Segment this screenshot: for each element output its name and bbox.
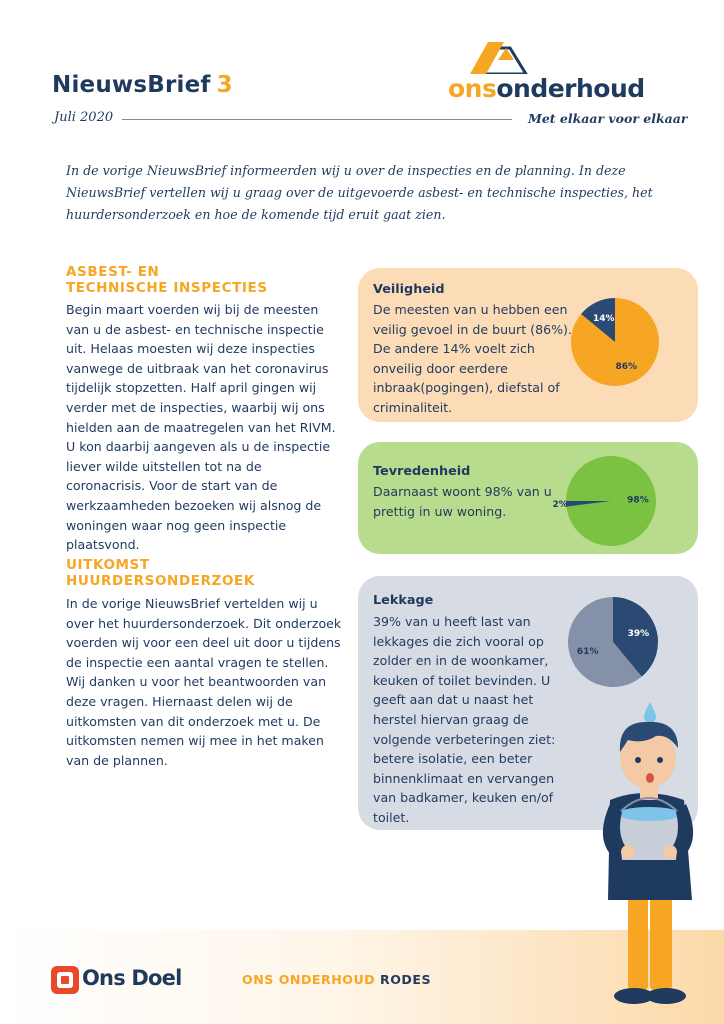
card-text: De meesten van u hebben een veilig gevoel in de buurt (86%). De andere 14% voelt zich onveilig door eerdere inbraak(pogingen), diefstal of criminaliteit. (373, 302, 572, 415)
footer-text-orange: ONS ONDERHOUD (242, 972, 376, 987)
pie-slice-label: 39% (627, 628, 650, 639)
footer-project-name (242, 972, 431, 987)
card-title: Veiligheid (373, 282, 445, 297)
ons-doel-logo-icon (50, 965, 80, 995)
pie-slice-label: 14% (592, 314, 615, 325)
heading-line: TECHNISCHE INSPECTIES (66, 280, 268, 296)
pie-chart-veiligheid (571, 298, 661, 388)
intro-paragraph: In de vorige NieuwsBrief informeerden wij u over de inspecties en de planning. In deze NieuwsBrief vertellen wij u graag over de uitgevoerde asbest- en technische inspecties, het huurdersonderzoek en hoe de komende tijd eruit gaat zien. (66, 163, 653, 222)
section-heading-inspections (66, 264, 306, 296)
newsletter-title (52, 72, 233, 98)
heading-line: HUURDERSONDERZOEK (66, 573, 255, 589)
card-text: Daarnaast woont 98% van u prettig in uw woning. (373, 484, 552, 519)
issue-number: 3 (216, 72, 233, 98)
heading-line: ASBEST- EN (66, 264, 160, 280)
section-body-survey: In de vorige NieuwsBrief vertelden wij u over het huurdersonderzoek. Dit onderzoek voerden wij voor een deel uit door u tijdens de inspectie een aantal vragen te stellen. Wij danken u voor het beantwoorden van deze vragen. Hiernaast delen wij de uitkomsten van dit onderzoek met u. De uitkomsten nemen wij mee in het maken van de plannen. (66, 596, 342, 768)
heading-line: UITKOMST (66, 557, 150, 573)
footer-text-dark: RODES (380, 972, 432, 987)
issue-date: Juli 2020 (54, 110, 114, 125)
brand-logo (448, 74, 645, 103)
card-title: Tevredenheid (373, 464, 471, 479)
ons-doel-logo-text: Ons Doel (82, 966, 182, 990)
pie-chart-lekkage (568, 597, 660, 689)
pie-slice-label: 2% (552, 500, 568, 511)
person-with-bucket-illustration (584, 700, 714, 1010)
pie-chart-tevredenheid (552, 456, 658, 548)
logo-prefix: ons (448, 74, 497, 103)
card-title: Lekkage (373, 593, 434, 608)
section-body-inspections: Begin maart voerden wij bij de meesten van u de asbest- en technische inspectie uit. Helaas moesten wij deze inspecties vanwege de uitbraak van het coronavirus tijdelijk stopzetten. Half april gingen wij verder met de inspecties, waarbij wij ons hielden aan de maatregelen van het RIVM. U kon daarbij aangeven als u de inspectie liever wilde uitstellen tot na de coronacrisis. Voor de start van de werkzaamheden bezoeken wij alsnog de woningen waar nog geen inspectie plaatsvond. (66, 302, 336, 553)
header-divider (122, 119, 512, 120)
section-heading-survey (66, 557, 326, 589)
house-roof-icon (468, 40, 538, 74)
pie-slice-label: 86% (615, 361, 638, 372)
pie-slice-label: 98% (627, 495, 649, 506)
pie-slice-label: 61% (576, 647, 599, 658)
card-text: 39% van u heeft last van lekkages die zich vooral op zolder en in de woonkamer, keuken of toilet bevinden. U geeft aan dat u naast het herstel hiervan graag de volgende verbeteringen ziet: betere isolatie, een beter binnenklimaat en vervangen van badkamer, keuken en/of toilet. (373, 614, 556, 825)
logo-suffix: onderhoud (496, 74, 645, 103)
brand-tagline: Met elkaar voor elkaar (528, 111, 688, 126)
title-text: NieuwsBrief (52, 72, 211, 98)
